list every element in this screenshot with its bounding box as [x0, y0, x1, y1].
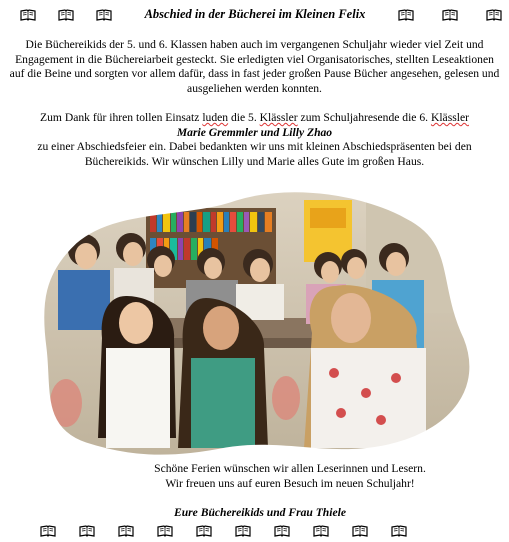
document-title: Abschied in der Bücherei im Kleinen Felix: [144, 7, 366, 21]
intro-paragraph: Die Büchereikids der 5. und 6. Klassen haben auch im vergangenen Schuljahr wieder viel Zeit und Engagement in die Büchereiarbeit gesteckt. Sie erledigten viel Organisatorisches, stellten Leseaktionen auf die Beine und sorgten vor allem dafür, dass in fast jeder großen Pause Bücher angesehen, gelesen und ausgeliehen werden konnten.: [9, 38, 500, 95]
open-book-icon: [58, 9, 74, 21]
open-book-icon: [196, 525, 212, 537]
open-book-icon: [486, 9, 502, 21]
thanks-paragraph: [8, 111, 501, 169]
open-book-icon: [79, 525, 95, 537]
open-book-icon: [157, 525, 173, 537]
open-book-icon: [20, 9, 36, 21]
misspelled-word-klassler: Klässler: [259, 111, 298, 124]
open-book-icon: [96, 9, 112, 21]
thanks-text-1: Zum Dank für ihren tollen Einsatz: [40, 111, 203, 124]
thanks-text-3: zum Schuljahresende die 6.: [297, 111, 431, 124]
open-book-icon: [352, 525, 368, 537]
thanks-text-2: die 5.: [228, 111, 260, 124]
bottom-book-icons: [40, 525, 407, 537]
open-book-icon: [40, 525, 56, 537]
open-book-icon: [398, 9, 414, 21]
closing-line-1: Schöne Ferien wünschen wir allen Leserinnen und Lesern.: [154, 462, 426, 475]
open-book-icon: [442, 9, 458, 21]
open-book-icon: [274, 525, 290, 537]
group-photo-illustration: [36, 188, 470, 455]
signature: Eure Büchereikids und Frau Thiele: [173, 506, 346, 519]
misspelled-word-klassler: Klässler: [430, 111, 469, 124]
open-book-icon: [391, 525, 407, 537]
open-book-icon: [118, 525, 134, 537]
group-photo: [36, 188, 470, 455]
thanks-text-4: zu einer Abschiedsfeier ein. Dabei bedankten wir uns mit kleinen Abschiedspräsenten bei den Büchereikids. Wir wünschen Lilly und Marie alles Gute im großen Haus.: [37, 140, 472, 168]
top-left-book-icons: [20, 9, 112, 21]
top-right-book-icons: [398, 9, 502, 21]
closing-line-2: Wir freuen uns auf euren Besuch im neuen Schuljahr!: [165, 477, 415, 490]
misspelled-word-luden: luden: [202, 111, 229, 124]
open-book-icon: [235, 525, 251, 537]
open-book-icon: [313, 525, 329, 537]
honoree-names: Marie Gremmler und Lilly Zhao: [176, 125, 333, 139]
